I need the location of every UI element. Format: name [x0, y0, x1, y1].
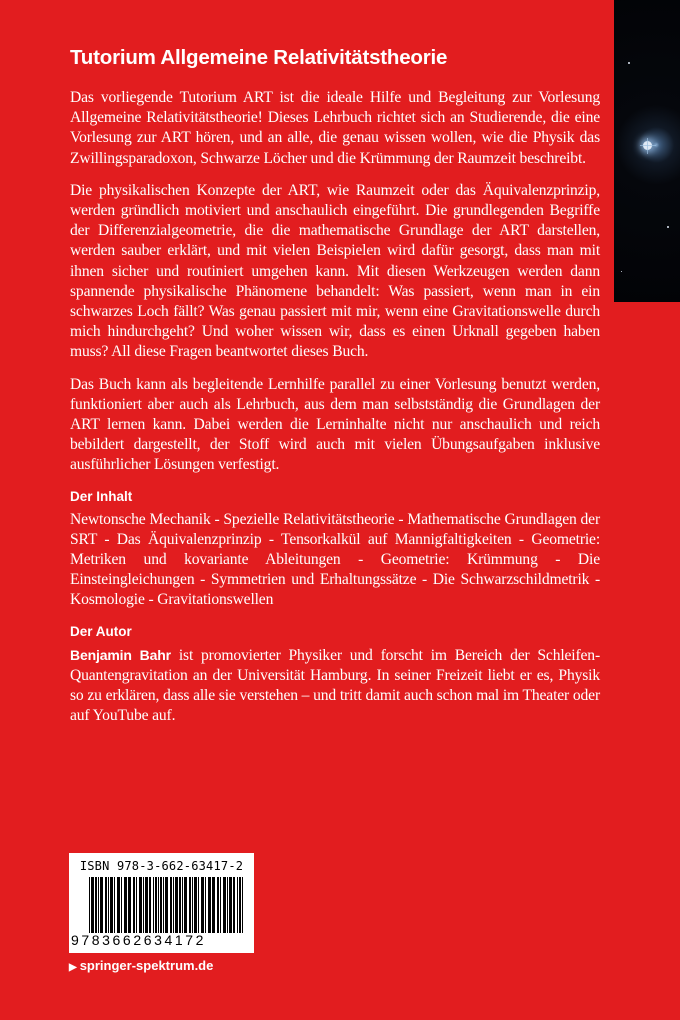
barcode-bar	[121, 877, 122, 933]
barcode-bars	[87, 877, 247, 933]
author-bio	[70, 645, 600, 727]
barcode-bar	[212, 877, 215, 933]
barcode-bar	[242, 877, 243, 933]
barcode-bar	[189, 877, 191, 933]
barcode-bar	[143, 877, 144, 933]
barcode-bar	[182, 877, 183, 933]
concepts-paragraph: Die physikalischen Konzepte der ART, wie Raumzeit oder das Äquivalenzprinzip, werden gründlich motiviert und anschaulich eingeführt. Die grundlegenden Begriffe der Differenzialgeometrie, die die mathematische Grundlage der ART darstellen, werden sauber erklärt, und mit vielen Beispielen wird dafür gesorgt, dass man mit ihnen sicher und routiniert umgehen kann. Mit diesen Werkzeugen werden dann spannende physikalische Phänomene behandelt: Was passiert, wenn man in ein schwarzes Loch fällt? Was genau passiert mit mir, wenn eine Gravitationswelle durch mich hindurchgeht? Und woher wissen wir, dass es einen Urknall gegeben haben muss? All diese Fragen beantwortet dieses Buch.	[70, 181, 600, 361]
barcode-bar	[105, 877, 107, 933]
barcode-bar	[173, 877, 174, 933]
barcode-bar	[227, 877, 228, 933]
barcode-bar	[229, 877, 232, 933]
barcode-bar	[237, 877, 238, 933]
website-text: springer-spektrum.de	[79, 958, 214, 973]
barcode-bar	[175, 877, 178, 933]
usage-paragraph: Das Buch kann als begleitende Lernhilfe parallel zu einer Vorlesung benutzt werden, funktioniert aber auch als Lehrbuch, aus dem man selbstständig die Grundlagen der ART lernen kann. Dabei werden die Lerninhalte nicht nur anschaulich und reich bebildert dargestellt, der Stoff wird auch mit vielen Übungsaufgaben inklusive ausführlicher Lösungen verfestigt.	[70, 375, 600, 474]
contents-heading: Der Inhalt	[70, 488, 133, 504]
back-cover-text	[70, 88, 600, 738]
barcode-bar	[89, 877, 90, 933]
arrow-right-icon: ▶	[69, 962, 77, 973]
barcode-bar	[223, 877, 226, 933]
contents-list: Newtonsche Mechanik - Spezielle Relativitätstheorie - Mathematische Grundlagen der SRT - Das Äquivalenzprinzip - Tensorkalkül auf Mannigfaltigkeiten - Geometrie: Metriken und kovariante Ableitungen - Geometrie: Krümmung - Die Einsteingleichungen - Symmetrien und Erhaltungssätze - Die Schwarzschildmetrik - Kosmologie - Gravitationswellen	[70, 510, 600, 609]
barcode-bar	[201, 877, 204, 933]
author-heading: Der Autor	[70, 623, 132, 639]
barcode-digits: 9783662634172	[71, 932, 207, 948]
isbn-barcode	[69, 853, 254, 953]
barcode-bar	[165, 877, 168, 933]
faint-star	[628, 62, 630, 64]
barcode-bar	[163, 877, 164, 933]
barcode-bar	[145, 877, 148, 933]
barcode-bar	[108, 877, 109, 933]
barcode-bar	[192, 877, 193, 933]
isbn-label: ISBN 978-3-662-63417-2	[79, 859, 244, 873]
barcode-bar	[114, 877, 115, 933]
barcode-bar	[220, 877, 221, 933]
barcode-bar	[198, 877, 199, 933]
barcode-bar	[124, 877, 127, 933]
barcode-bar	[149, 877, 151, 933]
publisher-website[interactable]	[69, 958, 213, 973]
barcode-bar	[136, 877, 137, 933]
barcode-bar	[91, 877, 94, 933]
barcode-bar	[98, 877, 99, 933]
barcode-bar	[117, 877, 120, 933]
star-flare-vertical	[647, 138, 648, 154]
barcode-bar	[239, 877, 241, 933]
barcode-bar	[170, 877, 172, 933]
intro-paragraph: Das vorliegende Tutorium ART ist die ideale Hilfe und Begleitung zur Vorlesung Allgemeine Relativitätstheorie! Dieses Lehrbuch richtet sich an Studierende, die eine Vorlesung zur ART hören, und an alle, die genau wissen wollen, wie die Physik das Zwillingsparadoxon, Schwarze Löcher und die Krümmung der Raumzeit beschreibt.	[70, 89, 600, 167]
barcode-bar	[184, 877, 187, 933]
barcode-bar	[194, 877, 197, 933]
barcode-bar	[233, 877, 235, 933]
barcode-bar	[217, 877, 219, 933]
faint-star	[667, 226, 669, 228]
barcode-bar	[128, 877, 131, 933]
barcode-bar	[160, 877, 162, 933]
book-title: Tutorium Allgemeine Relativitätstheorie	[70, 46, 448, 69]
barcode-bar	[158, 877, 159, 933]
barcode-bar	[179, 877, 181, 933]
barcode-bar	[205, 877, 206, 933]
barcode-bar	[139, 877, 142, 933]
author-bio-text: ist promovierter Physiker und forscht im Bereich der Schleifen-Quantengravitation an der Universität Hamburg. In seiner Freizeit liebt er es, Physik so zu erklären, dass alle sie verstehen – und tritt damit auch schon mal im Theater oder auf YouTube auf.	[70, 646, 600, 725]
barcode-bar	[100, 877, 103, 933]
barcode-bar	[110, 877, 113, 933]
star-flare-horizontal	[640, 145, 656, 146]
barcode-bar	[133, 877, 135, 933]
barcode-bar	[95, 877, 97, 933]
barcode-bar	[153, 877, 154, 933]
author-name: Benjamin Bahr	[70, 646, 171, 663]
faint-star	[621, 271, 622, 272]
barcode-bar	[208, 877, 211, 933]
barcode-bar	[155, 877, 157, 933]
